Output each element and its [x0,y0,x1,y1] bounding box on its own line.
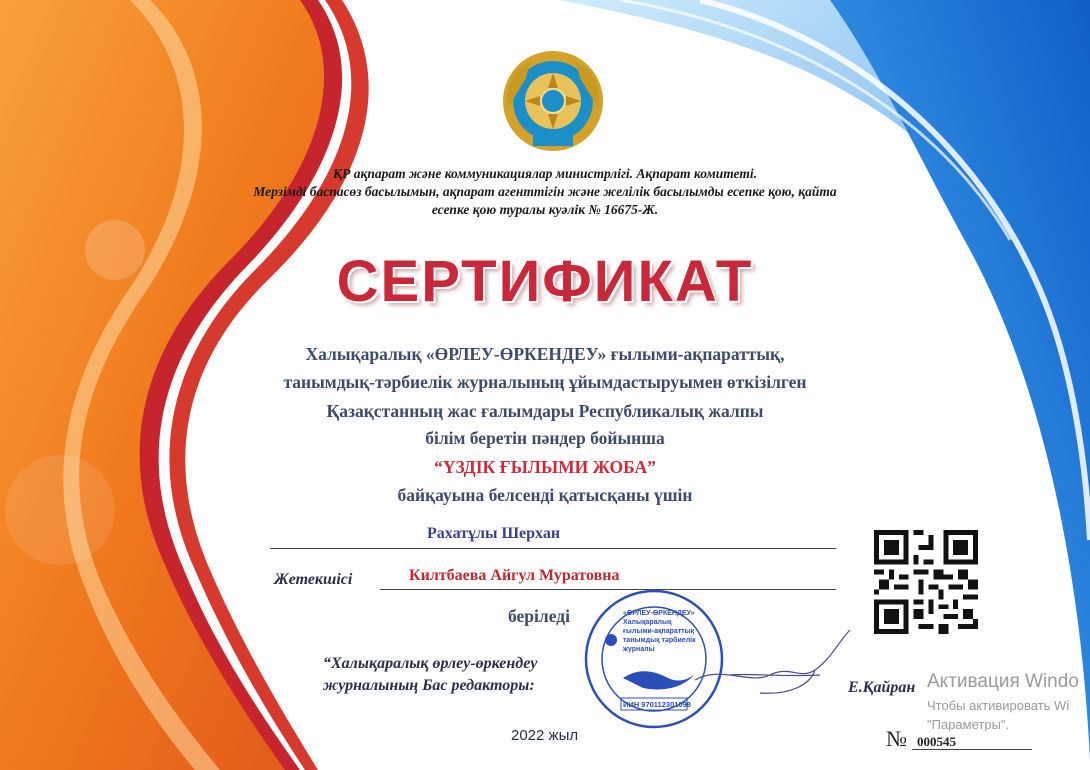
description-line-2: танымдық-тәрбиелік журналының ұйымдастыруымен өткізілген [283,372,807,392]
kazakhstan-emblem-icon [500,48,606,154]
supervisor-name: Килтбаева Айгул Муратовна [409,567,620,584]
certificate-title: СЕРТИФИКАТ [336,249,754,314]
activation-watermark-line-2: Чтобы активировать Wi [927,698,1070,713]
editor-label-line-1: “Халықаралық өрлеу-өркендеу [323,655,538,672]
ministry-line-3: есепке қою туралы куәлік № 16675-Ж. [431,202,659,217]
description-line-1: Халықаралық «ӨРЛЕУ-ӨРКЕНДЕУ» ғылыми-ақпараттық, [305,344,785,364]
description-line-6: байқауына белсенді қатысқаны үшін [397,485,693,505]
editor-name: Е.Қайран [848,679,916,696]
project-title: “ҮЗДІК ҒЫЛЫМИ ЖОБА” [434,457,656,477]
ministry-line-1: ҚР ақпарат және коммуникациялар министрлігі. Ақпарат комитеті. [332,166,757,181]
description-line-4: білім беретін пәндер бойынша [425,428,665,448]
official-stamp [583,588,725,730]
recipient-name: Рахатұлы Шерхан [427,525,561,542]
certificate-number: 000545 [917,734,956,749]
ministry-line-2: Мерзімді баспасөз басылымын, ақпарат агенттігін және желілік басылымды есепке қою, қайта [253,184,837,199]
description-line-3: Қазақстанның жас ғалымдары Республикалық жалпы [326,401,764,421]
stamp-text-3: ғылыми-ақпараттық [623,628,695,635]
stamp-text-4: танымдық тәрбиелік [623,637,696,644]
supervisor-label: Жетекшісі [274,571,353,588]
number-underline [912,749,1032,750]
editor-label-line-2: журналының Бас редакторы: [323,677,535,694]
stamp-text-2: Халықаралық [623,619,672,626]
stamp-text-5: журналы [623,646,655,653]
activation-watermark-title: Активация Windo [927,671,1079,692]
stamp-inn: ИИН 970112301098 [623,700,691,709]
recipient-underline [270,548,836,549]
qr-code-icon [873,530,979,634]
awarded-text: беріледі [508,606,570,626]
activation-watermark-line-3: "Параметры". [927,717,1010,732]
stamp-text-1: «ӨРЛЕУ-ӨРКЕНДЕУ» [623,610,695,617]
year: 2022 жыл [511,727,579,744]
number-label: № [886,726,907,751]
